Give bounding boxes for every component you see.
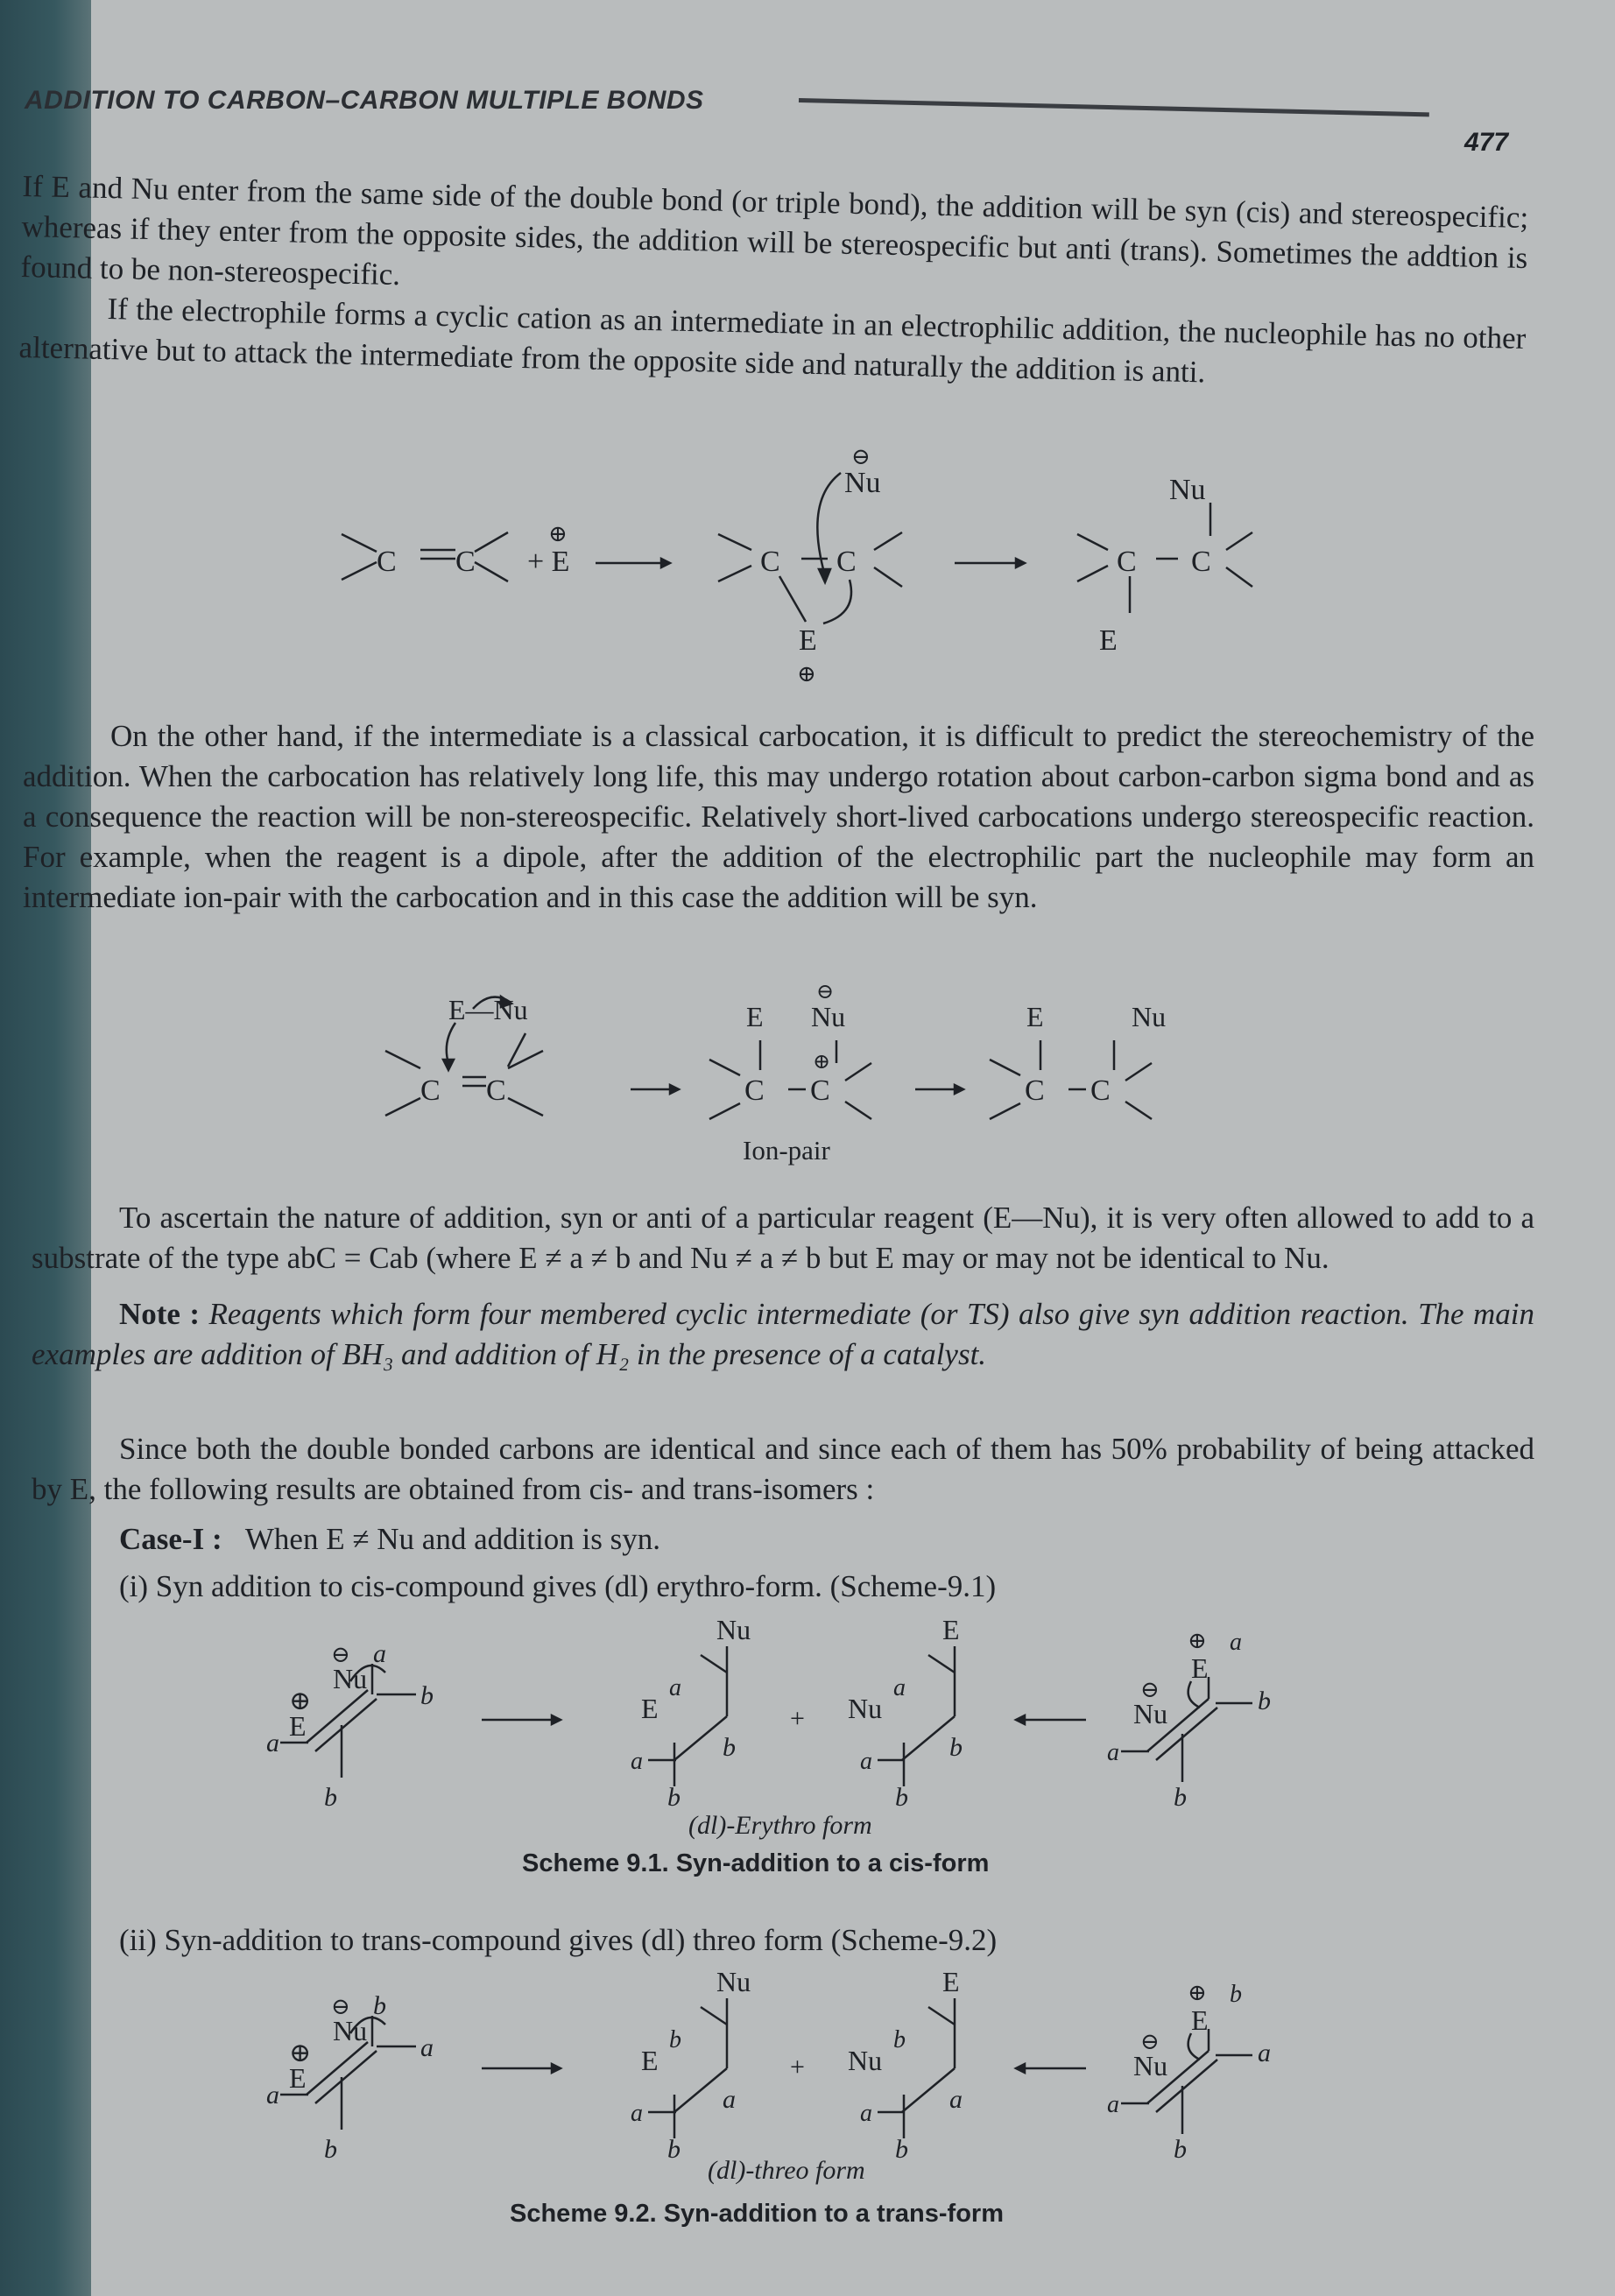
case-line — [119, 1522, 660, 1557]
b-label: b — [893, 2026, 906, 2053]
svg-text:⊕: ⊕ — [548, 521, 568, 546]
svg-text:⊖: ⊖ — [331, 1642, 350, 1667]
a-label: a — [723, 2085, 736, 2114]
b-label: b — [1174, 1783, 1187, 1812]
svg-text:⊕: ⊕ — [289, 1687, 312, 1715]
svg-text:C: C — [760, 546, 780, 578]
item-syn-trans: (ii) Syn-addition to trans-compound gives (dl) threo form (Scheme-9.2) — [119, 1923, 998, 1957]
scheme-9-1-sublabel: (dl)-Erythro form — [688, 1811, 872, 1840]
a-label: a — [631, 2100, 643, 2127]
b-label: b — [669, 2026, 681, 2053]
svg-text:C: C — [1025, 1074, 1045, 1107]
plus-sign: + — [790, 2053, 805, 2081]
svg-text:C: C — [744, 1074, 765, 1107]
note-text: Reagents which form four membered cyclic intermediate (or TS) also give syn addition reaction. The main examples are addition of BH₃ and addition of H₂ in the presence of a catalyst. — [32, 1297, 1535, 1371]
b-label: b — [667, 2135, 681, 2164]
a-label: a — [373, 1639, 386, 1668]
scheme-9-1-caption: Scheme 9.1. Syn-addition to a cis-form — [522, 1849, 990, 1877]
svg-text:⊖: ⊖ — [816, 981, 835, 1004]
svg-text:C: C — [486, 1074, 506, 1107]
svg-text:C: C — [455, 546, 476, 578]
e-label: E — [1191, 1652, 1209, 1684]
nu-label: Nu — [716, 1614, 751, 1645]
e-label: E — [942, 1614, 960, 1645]
e-label: E — [1191, 2004, 1209, 2036]
scheme-9-2-sublabel: (dl)-threo form — [708, 2156, 865, 2185]
svg-text:⊕: ⊕ — [797, 661, 816, 687]
paragraph-ascertain: To ascertain the nature of addition, syn or anti of a particular reagent (E—Nu), it is very often allowed to add to a substrate of the type abC = Cab (where E ≠ a ≠ b and Nu ≠ a ≠ b but E may or may not be identical to Nu. — [32, 1201, 1534, 1275]
svg-text:⊕: ⊕ — [289, 2039, 312, 2067]
nu-label: Nu — [716, 1966, 751, 1997]
a-label: a — [949, 2085, 963, 2114]
svg-text:C: C — [420, 1074, 441, 1107]
svg-text:C: C — [836, 546, 857, 578]
note-paragraph — [32, 1294, 1534, 1375]
paragraph-results: Since both the double bonded carbons are identical and since each of them has 50% probability of being attacked by E, the following results are obtained from cis- and trans-isomers : — [32, 1432, 1534, 1506]
a-label: a — [860, 1748, 872, 1775]
case-text: When E ≠ Nu and addition is syn. — [244, 1522, 661, 1556]
paragraph-1b: If the electrophile forms a cyclic cation as an intermediate in an electrophilic addition, the nucleophile has no other alternative but to attack the intermediate from the opposite side and naturally the addition is anti. — [18, 292, 1527, 390]
b-label: b — [324, 2135, 337, 2164]
svg-text:C: C — [1117, 546, 1137, 578]
nu-label: Nu — [844, 467, 881, 499]
svg-text:⊕: ⊕ — [1188, 1628, 1207, 1653]
reaction-ion-pair — [368, 972, 1226, 1147]
a-label: a — [1107, 2091, 1119, 2118]
svg-text:⊖: ⊖ — [1140, 1677, 1160, 1702]
b-label: b — [1258, 1687, 1271, 1715]
a-label: a — [1107, 1739, 1119, 1766]
a-label: a — [893, 1674, 906, 1701]
running-title: ADDITION TO CARBON–CARBON MULTIPLE BONDS — [25, 86, 704, 115]
svg-text:⊖: ⊖ — [851, 444, 871, 469]
a-label: a — [420, 2033, 434, 2062]
b-label: b — [895, 2135, 908, 2164]
a-label: a — [1230, 1629, 1242, 1656]
svg-text:C: C — [377, 546, 397, 578]
nu-label: Nu — [1169, 474, 1206, 506]
svg-text:⊖: ⊖ — [1140, 2029, 1160, 2054]
nu-label: Nu — [1132, 1001, 1167, 1032]
b-label: b — [667, 1783, 681, 1812]
svg-text:C: C — [1090, 1074, 1111, 1107]
nu-label: Nu — [333, 1663, 368, 1694]
nu-label: Nu — [848, 1693, 883, 1724]
e-label: E — [641, 1693, 659, 1724]
scheme-9-1-diagram — [254, 1611, 1314, 1813]
b-label: b — [1230, 1981, 1242, 2008]
page-number: 477 — [1464, 128, 1509, 157]
a-label: a — [631, 1748, 643, 1775]
item-syn-cis: (i) Syn addition to cis-compound gives (dl) erythro-form. (Scheme-9.1) — [119, 1569, 997, 1603]
header-rule — [799, 98, 1429, 116]
svg-text:C: C — [810, 1074, 830, 1107]
paragraph-1: If E and Nu enter from the same side of the double bond (or triple bond), the addition will be syn (cis) and stereospecific; whereas if they enter from the opposite sides, the addition will be stereospecific but anti (trans). Sometimes the addtion is found to be non-stereospecific. — [20, 168, 1529, 292]
svg-text:⊕: ⊕ — [813, 1051, 831, 1074]
svg-text:C: C — [1191, 546, 1211, 578]
b-label: b — [420, 1681, 434, 1710]
case-label: Case-I : — [119, 1522, 222, 1556]
note-label: Note : — [119, 1297, 201, 1331]
a-label: a — [669, 1674, 681, 1701]
b-label: b — [324, 1783, 337, 1812]
e-label: E — [641, 2045, 659, 2076]
e-label: E — [799, 624, 817, 657]
e-label: E — [289, 1710, 307, 1742]
a-label: a — [266, 1729, 279, 1757]
e-label: E — [746, 1001, 764, 1032]
b-label: b — [723, 1733, 736, 1762]
a-label: a — [860, 2100, 872, 2127]
b-label: b — [949, 1733, 963, 1762]
a-label: a — [1258, 2039, 1271, 2067]
plus-sign: + — [790, 1704, 805, 1733]
nu-label: Nu — [848, 2045, 883, 2076]
nu-label: Nu — [1133, 2050, 1168, 2081]
e-label: E — [1099, 624, 1118, 657]
scheme-9-2-caption: Scheme 9.2. Syn-addition to a trans-form — [510, 2200, 1004, 2228]
e-label: E — [289, 2062, 307, 2094]
e-nu-label: E—Nu — [448, 994, 528, 1025]
nu-label: Nu — [811, 1001, 846, 1032]
paragraph-syn-anti — [18, 166, 1528, 399]
a-label: a — [266, 2081, 279, 2109]
nu-label: Nu — [333, 2015, 368, 2046]
ion-pair-label: Ion-pair — [743, 1135, 830, 1166]
b-label: b — [373, 1991, 386, 2020]
paragraph-carbocation: On the other hand, if the intermediate is a classical carbocation, it is difficult to predict the stereochemistry of the addition. When the carbocation has relatively long life, this may undergo rotation about carbon-carbon sigma bond and as a consequence the reaction will be non-stereospecific. Relatively short-lived carbocations undergo stereospecific reaction. For example, when the reagent is a dipole, after the addition of the electrophilic part the nucleophile may form an intermediate ion-pair with the carbocation and in this case the addition will be syn. — [23, 719, 1534, 914]
e-label: E — [942, 1966, 960, 1997]
b-label: b — [1174, 2135, 1187, 2164]
svg-text:⊕: ⊕ — [1188, 1980, 1207, 2005]
e-label: E — [1026, 1001, 1044, 1032]
svg-text:⊖: ⊖ — [331, 1994, 350, 2019]
reaction-cyclic-cation — [333, 438, 1296, 701]
nu-label: Nu — [1133, 1698, 1168, 1729]
scheme-9-2-diagram — [254, 1963, 1314, 2165]
plus-e-label: + E — [527, 546, 570, 578]
b-label: b — [895, 1783, 908, 1812]
